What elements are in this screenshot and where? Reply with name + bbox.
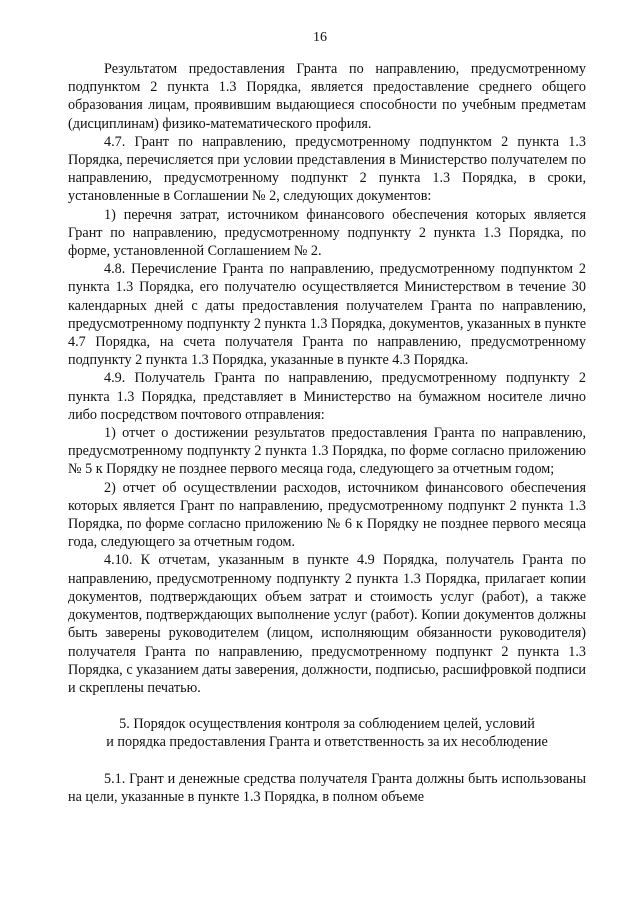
paragraph-4-9: 4.9. Получатель Гранта по направлению, предусмотренному подпункту 2 пункта 1.3 Порядка, представляет в Министерство на бумажном носителе лично либо посредством почтового отправления:: [68, 370, 586, 423]
section-title-line-2: и порядка предоставления Гранта и ответственность за их несоблюдение: [106, 734, 548, 751]
section-title-line-1: 5. Порядок осуществления контроля за соблюдением целей, условий: [119, 716, 535, 733]
paragraph-result: Результатом предоставления Гранта по направлению, предусмотренному подпунктом 2 пункта 1.3 Порядка, является предоставление среднего общего образования лицам, проявившим выдающиеся способности по учебным предметам (дисциплинам) физико-математического профиля.: [68, 61, 586, 132]
section-title: [68, 715, 586, 751]
paragraph-4-8: 4.8. Перечисление Гранта по направлению, предусмотренному подпунктом 2 пункта 1.3 Порядка, его получателю осуществляется Министерством в течение 30 календарных дней с даты предоставления получателем Гранта по направлению, предусмотренному подпункту 2 пункта 1.3 Порядка, документов, указанных в пункте 4.7 Порядка, на счета получателя Гранта по направлению, предусмотренному подпункту 2 пункта 1.3 Порядка, указанные в пункте 4.3 Порядка.: [68, 261, 586, 369]
paragraph-4-10: 4.10. К отчетам, указанным в пункте 4.9 Порядка, получатель Гранта по направлению, предусмотренному подпункту 2 пункта 1.3 Порядка, прилагает копии документов, подтверждающих объем затрат и стоимость услуг (работ), а также документов, подтверждающих выполнение услуг (работ). Копии документов должны быть заверены руководителем (лицом, исполняющим обязанности руководителя) получателя Гранта по направлению, предусмотренному подпункт 2 пункта 1.3 Порядка, с указанием даты заверения, должности, подписью, расшифровкой подписи и скреплены печатью.: [68, 552, 586, 696]
paragraph-4-9-item-2: 2) отчет об осуществлении расходов, источником финансового обеспечения которых является Грант по направлению, предусмотренному подпункт 2 пункта 1.3 Порядка, по форме согласно приложению № 6 к Порядку не позднее первого месяца года, следующего за отчетным годом.: [68, 479, 586, 551]
paragraph-4-9-item-1: 1) отчет о достижении результатов предоставления Гранта по направлению, предусмотренному подпункту 2 пункта 1.3 Порядка, по форме согласно приложению № 5 к Порядку не позднее первого месяца года, следующего за отчетным годом;: [68, 425, 586, 478]
paragraph-4-7-item-1: 1) перечня затрат, источником финансового обеспечения которых является Грант по направлению, предусмотренному подпункту 2 пункта 1.3 Порядка, по форме, установленной Соглашением № 2.: [68, 206, 586, 260]
paragraph-4-7: 4.7. Грант по направлению, предусмотренному подпунктом 2 пункта 1.3 Порядка, перечисляется при условии представления в Министерство получателем по направлению, предусмотренному подпункт 2 пункта 1.3 Порядка, в сроки, установленные в Соглашении № 2, следующих документов:: [68, 133, 586, 205]
page-number: 16: [313, 30, 327, 45]
paragraph-5-1: 5.1. Грант и денежные средства получателя Гранта должны быть использованы на цели, указанные в пункте 1.3 Порядка, в полном объеме: [68, 770, 586, 805]
document-body: [68, 60, 586, 806]
